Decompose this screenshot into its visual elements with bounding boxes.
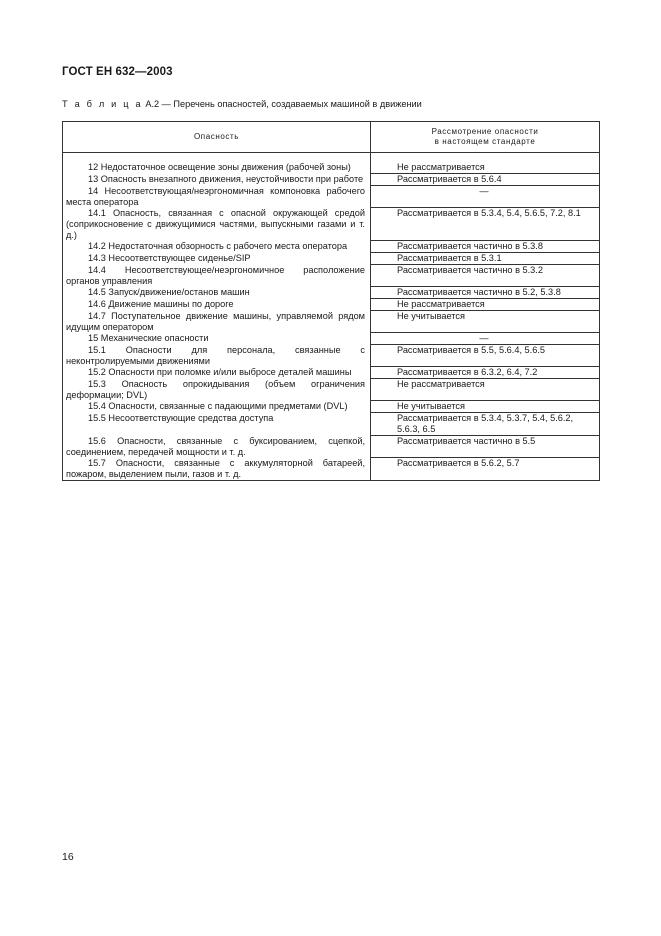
hazard-cell: 14.7 Поступательное движение машины, управляемой рядом идущим оператором (66, 310, 365, 332)
hazard-cell: 15.4 Опасности, связанные с падающими предметами (DVL) (88, 400, 348, 411)
table-row (63, 333, 600, 345)
table-row (63, 241, 600, 253)
hazard-cell: 12 Недостаточное освещение зоны движения (рабочей зоны) (88, 162, 351, 172)
table-row (63, 253, 600, 265)
table-row (63, 436, 600, 458)
table-row (63, 311, 600, 333)
hazard-cell: 14 Несоответствующая/неэргономичная компоновка рабочего места оператора (66, 185, 365, 207)
hazard-cell: 15.6 Опасности, связанные с буксированием, сцепкой, соединением, передачей мощности и т. д. (66, 435, 365, 457)
table-row (63, 458, 600, 481)
table-label: Т а б л и ц а (62, 99, 143, 109)
consideration-cell: Не учитывается (371, 401, 600, 413)
hazard-cell: 15.2 Опасности при поломке и/или выбросе деталей машины (88, 366, 352, 377)
header-consideration-line1: Рассмотрение опасности (431, 127, 539, 136)
table-row (63, 413, 600, 436)
table-row (63, 299, 600, 311)
page-number: 16 (62, 851, 74, 863)
hazard-cell: 15 Механические опасности (88, 332, 209, 343)
consideration-cell: Рассматривается в 6.3.2, 6.4, 7.2 (371, 367, 600, 379)
consideration-cell: Рассматривается в 5.5, 5.6.4, 5.6.5 (371, 345, 600, 367)
consideration-cell: Рассматривается в 5.3.4, 5.4, 5.6.5, 7.2, 8.1 (371, 208, 600, 241)
table-header-row (63, 122, 600, 153)
hazard-cell: 15.3 Опасность опрокидывания (объем ограничения деформации; DVL) (66, 378, 365, 400)
consideration-cell: Не рассматривается (371, 379, 600, 401)
hazard-cell: 14.5 Запуск/движение/останов машин (88, 286, 250, 297)
table-row (63, 287, 600, 299)
consideration-cell: Не учитывается (371, 311, 600, 333)
header-consideration (371, 122, 600, 153)
table-row (63, 379, 600, 401)
hazard-cell: 14.3 Несоответствующее сиденье/SIP (88, 252, 251, 263)
hazard-cell: 14.6 Движение машины по дороге (88, 298, 234, 309)
consideration-cell: Рассматривается частично в 5.3.8 (371, 241, 600, 253)
consideration-cell: Рассматривается в 5.3.4, 5.3.7, 5.4, 5.6.2, 5.6.3, 6.5 (371, 413, 600, 436)
standard-title: ГОСТ ЕН 632—2003 (62, 66, 173, 78)
consideration-cell: Рассматривается частично в 5.5 (371, 436, 600, 458)
hazards-table (62, 121, 600, 481)
table-row (63, 186, 600, 208)
consideration-cell: Рассматривается в 5.6.2, 5.7 (371, 458, 600, 481)
header-hazard: Опасность (63, 122, 371, 153)
consideration-cell: — (371, 333, 600, 345)
consideration-cell: — (371, 186, 600, 208)
hazard-cell: 13 Опасность внезапного движения, неустойчивости при работе (88, 173, 364, 184)
consideration-cell: Рассматривается в 5.3.1 (371, 253, 600, 265)
consideration-cell: Рассматривается частично в 5.3.2 (371, 265, 600, 287)
header-consideration-line2: в настоящем стандарте (434, 137, 536, 146)
table-caption-text: А.2 — Перечень опасностей, создаваемых машиной в движении (145, 99, 422, 109)
hazard-cell: 14.4 Несоответствующее/неэргономичное расположение органов управления (66, 264, 365, 286)
consideration-cell: Не рассматривается (371, 162, 600, 174)
hazard-cell: 15.5 Несоответствующие средства доступа (88, 412, 274, 423)
table-row (63, 208, 600, 241)
hazard-cell: 14.2 Недостаточная обзорность с рабочего места оператора (88, 240, 348, 251)
table-row (63, 265, 600, 287)
consideration-cell: Рассматривается частично в 5.2, 5.3.8 (371, 287, 600, 299)
consideration-cell: Не рассматривается (371, 299, 600, 311)
table-row (63, 174, 600, 186)
table-caption (62, 99, 422, 109)
hazard-cell: 14.1 Опасность, связанная с опасной окружающей средой (соприкосновение с движущимися частями, выпускными газами и т. д.) (66, 207, 365, 240)
table-row (63, 367, 600, 379)
table-row (63, 401, 600, 413)
hazard-cell: 15.1 Опасности для персонала, связанные с неконтролируемыми движениями (66, 344, 365, 366)
consideration-cell: Рассматривается в 5.6.4 (371, 174, 600, 186)
table-row (63, 345, 600, 367)
hazard-cell: 15.7 Опасности, связанные с аккумуляторной батареей, пожаром, выделением пыли, газов и т. д. (66, 457, 365, 479)
table-row (63, 162, 600, 174)
